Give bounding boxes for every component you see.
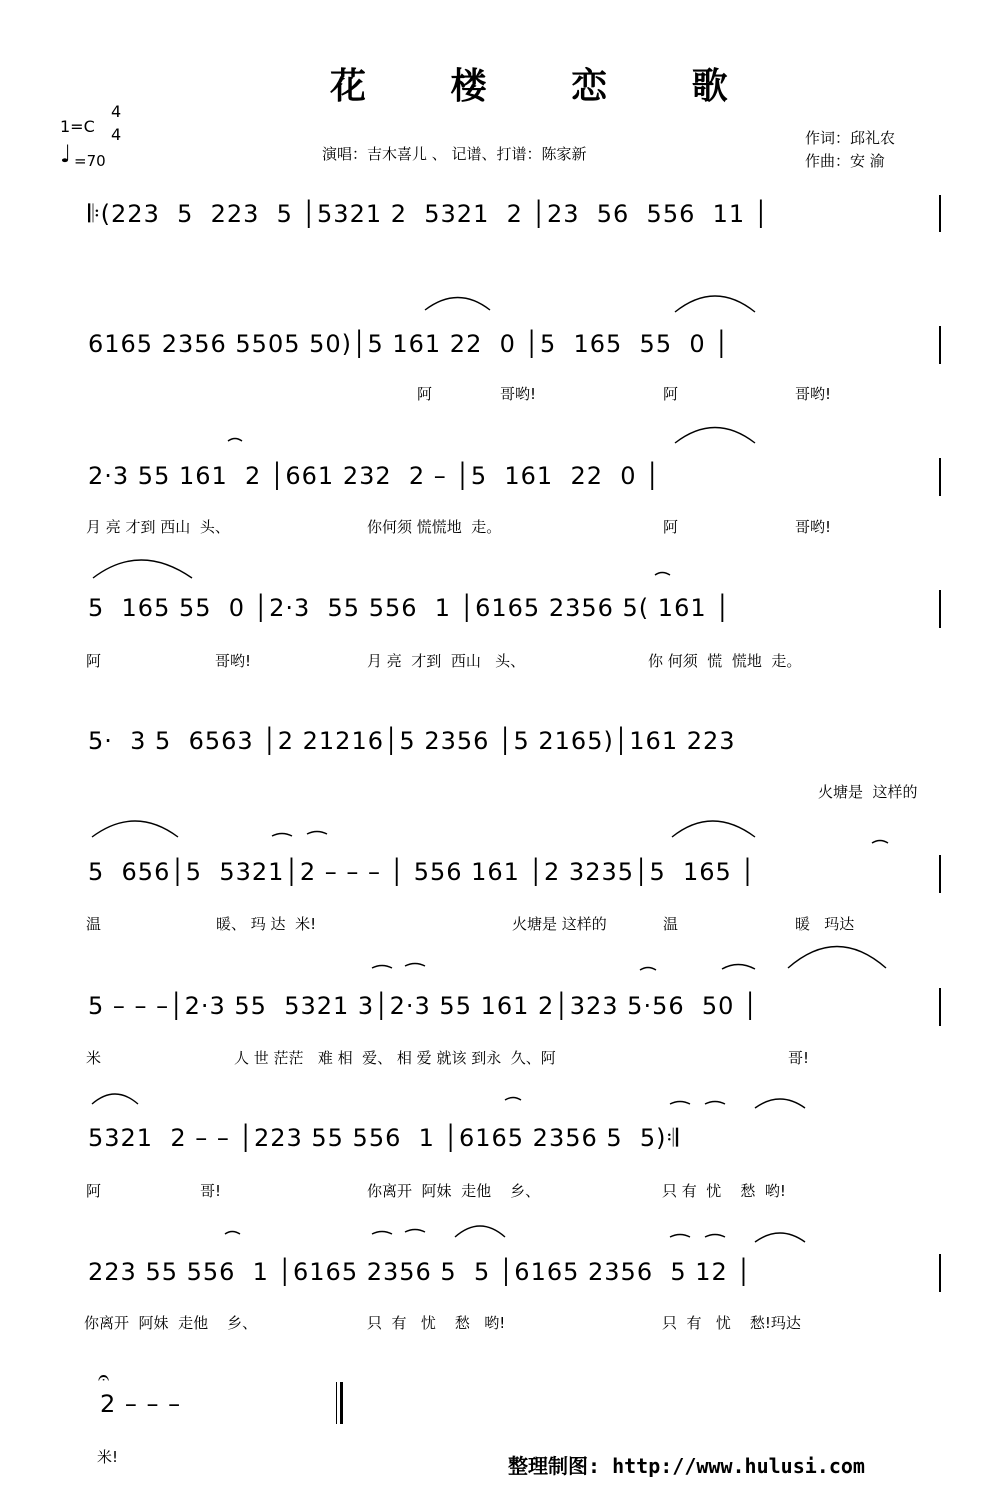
lyric: 只 有 忧 愁!玛达 <box>662 1314 801 1332</box>
lyric: 你离开 阿妹 走他 乡、 <box>367 1182 541 1200</box>
lyric: 只 有 忧 愁 哟! <box>367 1314 506 1332</box>
score-line-4-notes: 5 165 55 0 │2·3 55 556 1 │6165 2356 5( 161 │ <box>88 594 731 622</box>
tempo-marking: =70 <box>74 152 106 170</box>
lyric: 你 何须 慌 慌地 走。 <box>648 652 802 670</box>
footer-credit: 整理制图: http://www.hulusi.com <box>508 1454 865 1478</box>
score-line-10-notes: 2 – – – <box>100 1390 182 1418</box>
lyric: 阿 <box>663 518 679 536</box>
time-signature-bottom: 4 <box>111 125 122 144</box>
lyric: 温 <box>86 915 102 933</box>
lyric: 月 亮 才到 西山 头、 <box>367 652 526 670</box>
lyric: 人 世 茫茫 难 相 爱、 相 爱 就该 到永 久、阿 <box>234 1049 556 1067</box>
lyric: 哥哟! <box>795 518 832 536</box>
score-line-5-notes: 5· 3 5 6563 │2 21216│5 2356 │5 2165)│161 223 <box>88 727 736 755</box>
score-line-6-notes: 5 656│5 5321│2 – – – │ 556 161 │2 3235│5 165 │ <box>88 858 756 886</box>
lyric: 只 有 忧 愁 哟! <box>662 1182 786 1200</box>
lyric: 阿 <box>86 652 102 670</box>
lyric: 哥哟! <box>215 652 252 670</box>
score-line-2-notes: 6165 2356 5505 50)│5 161 22 0 │5 165 55 0 │ <box>88 330 730 358</box>
performers-credit: 演唱：吉木喜儿 、 记谱、打谱：陈家新 <box>322 145 587 163</box>
lyric: 米! <box>97 1448 119 1466</box>
lyric: 你离开 阿妹 走他 乡、 <box>84 1314 258 1332</box>
lyric: 哥哟! <box>500 385 537 403</box>
lyric: 阿 <box>663 385 679 403</box>
lyric: 你何须 慌慌地 走。 <box>367 518 502 536</box>
score-line-3-notes: 2·3 55 161 2 │661 232 2 – │5 161 22 0 │ <box>88 462 661 490</box>
lyric: 阿 <box>86 1182 102 1200</box>
composer-credit: 作曲：安 渝 <box>805 152 885 170</box>
fermata-icon: 𝄐 <box>98 1365 110 1389</box>
lyric: 暖、 玛 达 米! <box>216 915 317 933</box>
lyric: 米 <box>86 1049 102 1067</box>
lyric: 月 亮 才到 西山 头、 <box>86 518 230 536</box>
score-line-8-notes: 5321 2 – – │223 55 556 1 │6165 2356 5 5)𝄇 <box>88 1124 680 1152</box>
lyric: 火塘是 这样的 <box>818 783 918 801</box>
lyric: 暖 玛达 <box>795 915 855 933</box>
lyric: 阿 <box>417 385 433 403</box>
score-line-7-notes: 5 – – –│2·3 55 5321 3│2·3 55 161 2│323 5·56 50 │ <box>88 992 759 1020</box>
lyric: 哥哟! <box>795 385 832 403</box>
lyric: 哥! <box>788 1049 810 1067</box>
quarter-note-icon: ♩ <box>60 140 72 168</box>
lyricist-credit: 作词：邱礼农 <box>805 129 896 147</box>
key-signature: 1=C <box>60 117 95 136</box>
lyric: 温 <box>663 915 679 933</box>
lyric: 火塘是 这样的 <box>512 915 607 933</box>
score-line-1-notes: 𝄆(223 5 223 5 │5321 2 5321 2 │23 56 556 11 │ <box>88 200 770 228</box>
time-signature-top: 4 <box>111 102 122 121</box>
lyric: 哥! <box>200 1182 222 1200</box>
score-line-9-notes: 223 55 556 1 │6165 2356 5 5 │6165 2356 5 12 │ <box>88 1258 752 1286</box>
page-title: 花 楼 恋 歌 <box>330 65 764 107</box>
